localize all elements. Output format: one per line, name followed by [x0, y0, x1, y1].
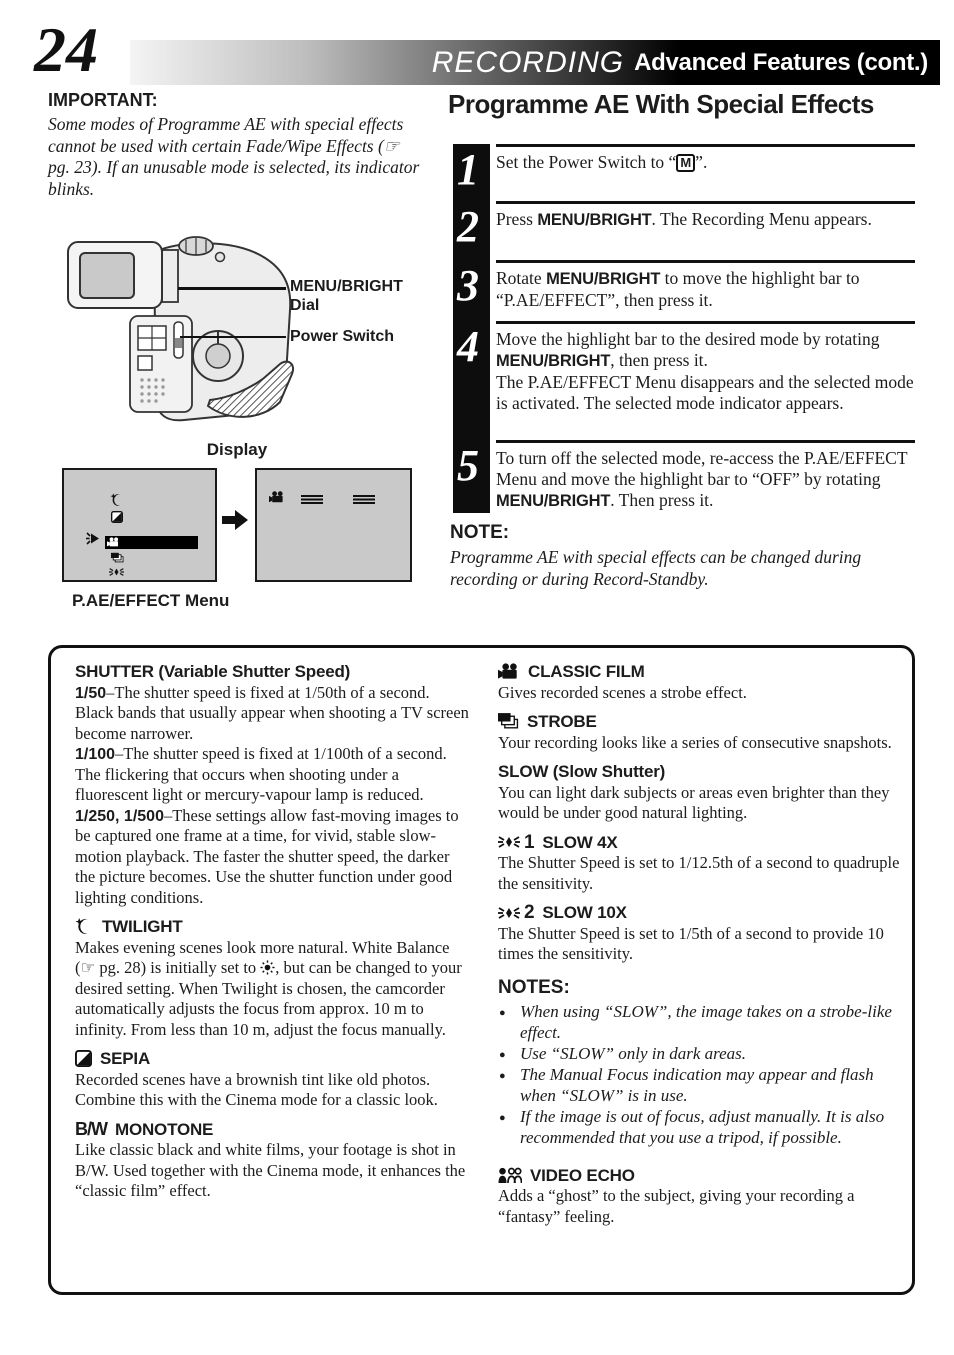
slow-10x-icon	[498, 905, 520, 921]
slow-4x-icon	[498, 834, 520, 850]
strobe-text: Your recording looks like a series of consecutive snapshots.	[498, 732, 892, 752]
important-heading: IMPORTANT:	[48, 90, 158, 110]
pae-effect-menu-caption: P.AE/EFFECT Menu	[72, 591, 230, 610]
step-number: 2	[457, 202, 479, 251]
note-item: ● The Manual Focus indication may appear and flash when “SLOW” is in use.	[498, 1064, 900, 1106]
slow-10x-heading: 2 SLOW 10X	[498, 903, 900, 923]
indicator-display-screen	[255, 468, 412, 582]
header-bar	[130, 40, 940, 85]
video-echo-heading: VIDEO ECHO	[498, 1166, 900, 1186]
steps-list	[496, 144, 915, 512]
features-column-right	[498, 658, 900, 1227]
features-box	[48, 645, 915, 1295]
classic-film-text: Gives recorded scenes a strobe effect.	[498, 682, 747, 702]
slow-text: You can light dark subjects or areas even brighter than they would be under good natural lighting.	[498, 782, 890, 823]
slow-heading: SLOW (Slow Shutter)	[498, 762, 666, 782]
slow-4x-heading: 1 SLOW 4X	[498, 833, 900, 853]
indicator-lines	[301, 495, 323, 504]
twilight-text: Makes evening scenes look more natural. White Balance (☞ pg. 28) is initially set to , but can be changed to your desired setting. When Twilight is chosen, the camcorder automatically adjusts the focus from approx. 10 m to infinity. From less than 10 m, adjust the focus manually.	[75, 937, 462, 1039]
strobe-icon	[498, 713, 519, 730]
bw-monotone-text: Like classic black and white films, your footage is shot in B/W. Used together with the Cinema mode, it enhances the “classic film” effect.	[75, 1140, 466, 1201]
classic-film-icon	[498, 663, 520, 681]
slow-4x-text: The Shutter Speed is set to 1/12.5th of a second to quadruple the sensitivity.	[498, 853, 900, 893]
classic-film-indicator-icon	[269, 491, 285, 504]
strobe-heading: STROBE	[498, 712, 900, 732]
header-subsection-title: Advanced Features (cont.)	[634, 48, 928, 76]
twilight-icon	[110, 493, 125, 507]
classic-film-icon-selected	[107, 537, 120, 548]
blinking-cursor-icon	[86, 531, 103, 546]
note-item: ● Use “SLOW” only in dark areas.	[498, 1043, 900, 1064]
slow-menu-icon	[109, 566, 124, 578]
pae-effect-menu-screen	[62, 468, 217, 582]
step-number: 1	[457, 145, 479, 194]
notes-heading: NOTES:	[498, 976, 570, 998]
m-mode-icon: M	[676, 154, 695, 172]
twilight-heading: TWILIGHT	[75, 917, 469, 937]
page-number: 24	[34, 14, 98, 85]
power-leader-line	[180, 336, 286, 338]
note-text: Programme AE with special effects can be changed during recording or during Record-Standby.	[450, 547, 862, 589]
shutter-heading: SHUTTER (Variable Shutter Speed)	[75, 662, 351, 681]
step-number: 3	[457, 261, 479, 310]
shutter-text: 1/50–The shutter speed is fixed at 1/50th of a second. Black bands that usually appear when shooting a TV screen become narrower. 1/100–The shutter speed is fixed at 1/100th of a second. The flickering that occurs when shooting under a fluorescent light or mercury-vapour lamp is reduced. 1/250, 1/500–These settings allow fast-moving images to be captured one frame at a time, for vivid, stable slow-motion playback. The faster the shutter speed, the darker the picture becomes. Use the shutter function under good lighting conditions.	[75, 682, 469, 907]
video-echo-text: Adds a “ghost” to the subject, giving your recording a “fantasy” feeling.	[498, 1186, 855, 1226]
step-4-text: Move the highlight bar to the desired mode by rotating MENU/BRIGHT, then press it. The P.AE/EFFECT Menu disappears and the selected mode is activated. The selected mode indicator appears.	[496, 321, 915, 440]
menu-bright-dial-label: MENU/BRIGHT Dial	[290, 278, 403, 314]
sepia-icon	[111, 511, 123, 523]
note-item: ● If the image is out of focus, adjust manually. It is also recommended that you use a tripod, if possible.	[498, 1106, 900, 1148]
camcorder-illustration	[62, 226, 302, 438]
display-label: Display	[206, 440, 268, 459]
sepia-heading: SEPIA	[75, 1049, 469, 1069]
step-number: 4	[457, 322, 479, 371]
arrow-icon	[222, 510, 248, 530]
slow-10x-text: The Shutter Speed is set to 1/5th of a second to provide 10 times the sensitivity.	[498, 923, 884, 964]
twilight-icon	[75, 918, 94, 935]
page-title: Programme AE With Special Effects	[448, 89, 874, 119]
power-switch-label: Power Switch	[290, 328, 395, 345]
important-text: Some modes of Programme AE with special effects cannot be used with certain Fade/Wipe Effects (☞ pg. 23). If an unusable mode is selected, its indicator blinks.	[48, 114, 420, 199]
sun-icon	[260, 960, 275, 975]
step-3-text: Rotate MENU/BRIGHT to move the highlight bar to “P.AE/EFFECT”, then press it.	[496, 260, 915, 321]
step-1-text: Set the Power Switch to “ M ”.	[496, 144, 915, 201]
bw-icon: B/W	[75, 1119, 107, 1140]
dial-leader-line	[178, 287, 286, 290]
menu-highlight-bar	[105, 536, 198, 549]
sepia-icon	[75, 1050, 92, 1067]
features-column-left	[75, 658, 469, 1202]
step-2-text: Press MENU/BRIGHT. The Recording Menu appears.	[496, 201, 915, 260]
note-heading: NOTE:	[450, 522, 510, 543]
bw-monotone-heading: B/W MONOTONE	[75, 1119, 214, 1140]
step-number: 5	[457, 441, 479, 490]
strobe-menu-icon	[111, 552, 124, 564]
sepia-text: Recorded scenes have a brownish tint like old photos. Combine this with the Cinema mode for a classic look.	[75, 1069, 438, 1110]
header-section-title: RECORDING	[431, 45, 625, 79]
video-echo-icon	[498, 1167, 522, 1184]
step-5-text: To turn off the selected mode, re-access the P.AE/EFFECT Menu and move the highlight bar to “OFF” by rotating MENU/BRIGHT. Then press it.	[496, 440, 915, 512]
indicator-lines	[353, 495, 375, 504]
step-number-bar	[453, 144, 490, 513]
note-item: ● When using “SLOW”, the image takes on a strobe-like effect.	[498, 1001, 900, 1043]
classic-film-heading: CLASSIC FILM	[498, 662, 900, 682]
